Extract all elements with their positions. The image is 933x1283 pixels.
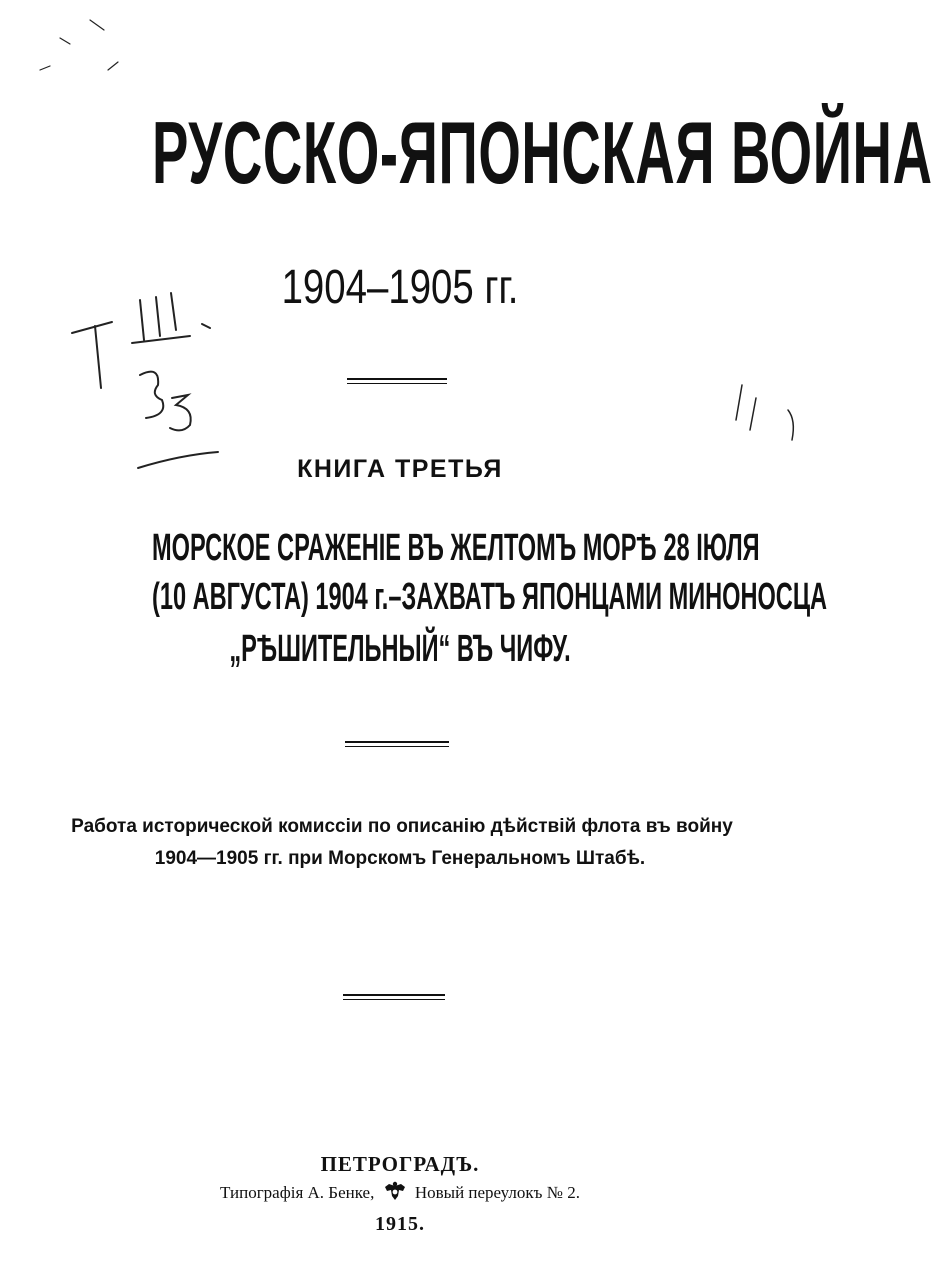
volume-subtitle-line: (10 АВГУСТА) 1904 г.–ЗАХВАТЪ ЯПОНЦАМИ МИНОНОСЦА xyxy=(152,576,828,618)
volume-subtitle-line: „РѢШИТЕЛЬНЫЙ“ ВЪ ЧИФУ. xyxy=(229,628,571,670)
printer-address: Новый переулокъ № 2. xyxy=(414,1183,580,1202)
volume-subtitle-line: МОРСКОЕ СРАЖЕНІЕ ВЪ ЖЕЛТОМЪ МОРѢ 28 ІЮЛЯ xyxy=(152,527,760,569)
double-rule-divider xyxy=(347,378,447,384)
imprint-city: ПЕТРОГРАДЪ. xyxy=(320,1152,480,1176)
eagle-emblem-icon xyxy=(383,1180,407,1202)
commission-note-line: 1904—1905 гг. при Морскомъ Генеральномъ Штабѣ. xyxy=(154,848,646,869)
imprint-year: 1915. xyxy=(375,1213,425,1235)
printer-name: Типографія А. Бенке, xyxy=(220,1183,375,1202)
book-years: 1904–1905 гг. xyxy=(281,261,519,314)
volume-label: КНИГА ТРЕТЬЯ xyxy=(297,455,503,483)
double-rule-divider xyxy=(343,994,445,1000)
double-rule-divider xyxy=(345,741,449,747)
book-title: РУССКО-ЯПОНСКАЯ ВОЙНА xyxy=(152,103,933,202)
imprint-printer xyxy=(0,1180,800,1206)
commission-note-line: Работа исторической комиссіи по описанію дѣйствій флота въ войну xyxy=(71,816,733,837)
